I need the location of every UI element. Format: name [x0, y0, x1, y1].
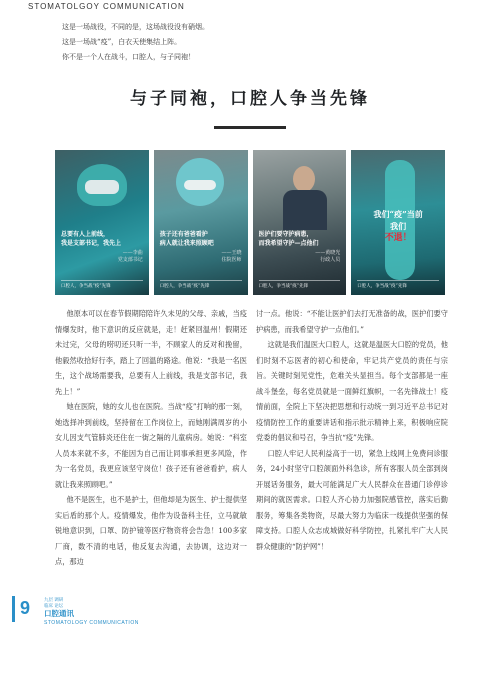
caption-line: 总要有人上前线，	[61, 231, 110, 238]
signature-role: 行政人员	[320, 257, 341, 263]
intro-line: 这是一场战役，不同的是，这场战役没有硝烟。	[62, 23, 209, 31]
photo-caption	[61, 230, 145, 248]
photo-caption	[160, 230, 244, 248]
footer-small: 九层 调研	[44, 597, 64, 602]
footer-small: 临床 论坛	[44, 603, 64, 608]
footer-english: STOMATOLOGY COMMUNICATION	[44, 620, 139, 626]
caption-line: 而我希望守护—点他们	[258, 240, 319, 247]
signature-role: 住院医师	[221, 257, 242, 263]
caption-line: 我们“疫”当前	[373, 209, 423, 219]
photo-footer: 口腔人，争当战“疫”先锋	[160, 280, 242, 289]
intro-lines	[62, 20, 362, 65]
photo-footer: 口腔人，争当战“疫”先锋	[259, 280, 341, 289]
paragraph: 讨一点。他说：“不能让医护们去打无准备的战，医护们要守护病患，而我希望守护一点他们。”	[256, 309, 448, 334]
caption-line: 我们	[390, 221, 407, 231]
caption-line: 不退！	[384, 233, 412, 243]
signature-name: ——黄晓光	[315, 250, 341, 256]
paragraph: 他原本可以在春节假期陪陪许久未见的父母、亲戚，当疫情爆发时，他下意识的反应就是，走！赶紧回温州！假期还未过完，父母的唠叨还只听一半，不顾家人的反对和挽留，他毅然收拾好行李，踏上了回温的路途。他说：“我是一名医生，这个战场需要我，总要有人上前线，我是支部书记，我先上！”	[55, 309, 247, 396]
caption-line: 病人就让我来照顾吧	[159, 240, 214, 247]
signature-role: 党支部书记	[117, 257, 143, 263]
signature-name: ——李曲	[122, 250, 143, 256]
page-accent-bar	[12, 596, 15, 622]
article-title: 与子同袍，口腔人争当先锋	[130, 89, 370, 109]
photo-footer: 口腔人，争当战“疫”先锋	[357, 280, 439, 289]
intro-line: 你不是一个人在战斗，口腔人，与子同袍！	[62, 53, 195, 61]
photo-2	[154, 150, 248, 295]
photo-signature	[221, 250, 241, 264]
caption-line: 我是支部书记，我先上	[61, 240, 122, 247]
footer-magazine-name: 口腔通讯	[44, 609, 74, 618]
photo-strip	[55, 150, 445, 295]
title-underline	[214, 126, 286, 129]
intro-line: 这是一场战“疫”，白衣天使集结上阵。	[62, 38, 182, 46]
page-number: 9	[20, 598, 31, 618]
paragraph: 他不是医生，也不是护士，但他却是为医生、护士提供坚实后盾的那个人。疫情爆发，他作为设备科主任，立马就敏锐地意识到，口罩、防护镜等医疗物资将会告急！100多家厂商，数不清的电话，他反复去沟通，去协调，这边对一点，那边	[55, 495, 247, 566]
caption-line: 医护们要守护病患，	[258, 231, 313, 238]
left-column	[55, 306, 247, 570]
photo-signature	[118, 250, 143, 264]
photo-4	[351, 150, 445, 295]
right-column	[256, 306, 448, 554]
photo-footer: 口腔人，争当战“疫”先锋	[61, 280, 143, 289]
signature-name: ——王晓	[221, 250, 242, 256]
paragraph: 这就是我们温医大口腔人，这就是温医大口腔的党员，他们时刻不忘医者的初心和使命，牢记共产党员的责任与宗旨。关键时刻见党性，危难关头显担当。每个支部都是一座战斗堡垒，每名党员就是一面鲜红旗帜，一名先锋战士！疫情前面，全院上下坚决把思想和行动统一到习近平总书记对疫情防控工作的重要讲话和指示批示精神上来，积极响应院党委的倡议和号召，争当抗“疫”先锋。	[256, 340, 448, 442]
photo-caption	[259, 230, 343, 248]
page-footer-info	[44, 597, 139, 627]
photo-1	[55, 150, 149, 295]
photo-signature	[315, 250, 340, 264]
photo-caption	[351, 208, 445, 244]
paragraph: 她在医院，她的女儿也在医院。当战“疫”打响的那一刻，她选择冲到前线，坚持留在工作岗位上，而她刚满周岁的小女儿因支气管肺炎还住在一街之隔的儿童病房。她说：“科室人员本来就不多，不能因为自己而让同事承担更多风险，作为一名党员，我更应该坚守岗位！孩子还有爸爸看护，病人就让我来照顾吧。”	[55, 402, 247, 489]
paragraph: 口腔人牢记人民利益高于一切，紧急上线网上免费问诊服务，24小时坚守口腔颌面外科急诊，所有客服人员全部到岗开展话务服务，最大可能满足广大人民群众在普通门诊停诊期间的就医需求。口腔人齐心协力加强院感管控，落实后勤服务，筹集各类物资，尽最大努力为临床一线提供坚强的保障支持。口腔人众志成城做好科学防控，扎紧扎牢广大人民群众健康的“防护网”！	[256, 448, 448, 551]
caption-line: 孩子还有爸爸看护	[159, 231, 208, 238]
magazine-header: STOMATOLGOY COMMUNICATION	[28, 2, 185, 11]
photo-3	[253, 150, 347, 295]
